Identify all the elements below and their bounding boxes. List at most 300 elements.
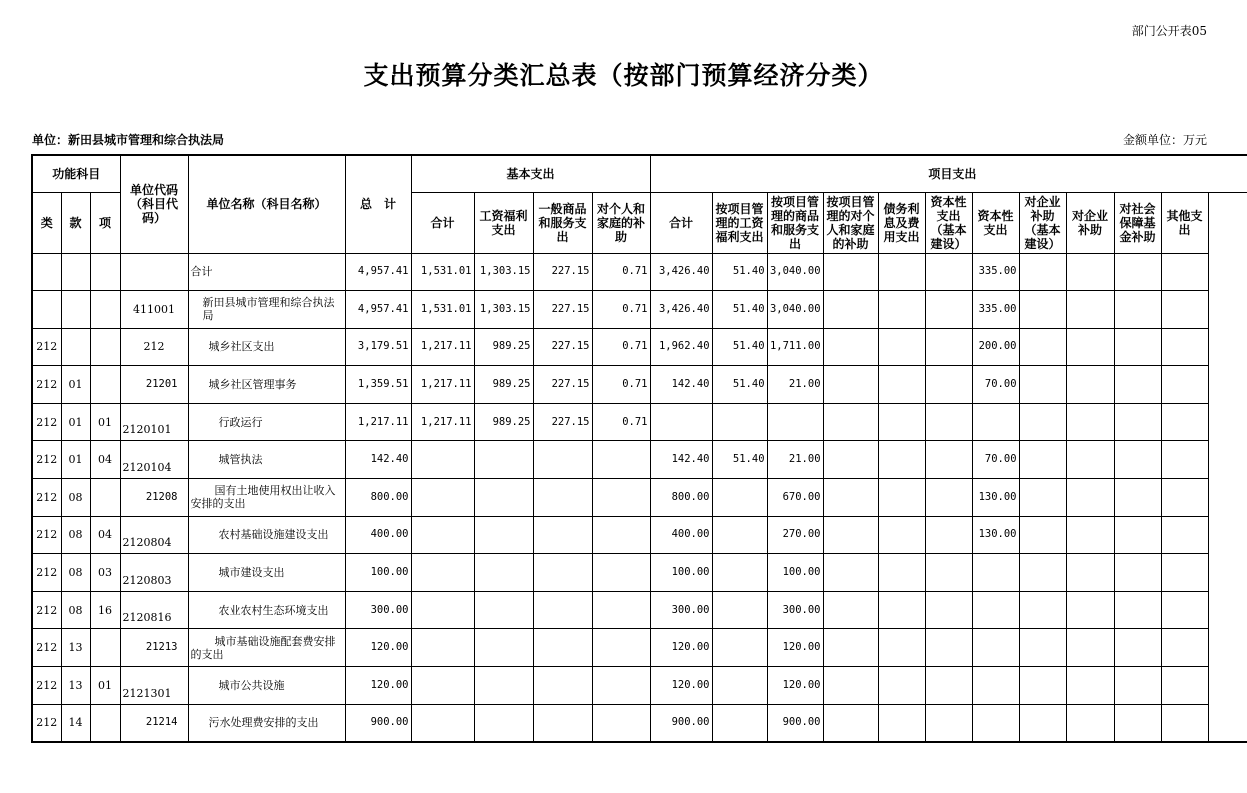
cell-p-social	[1114, 479, 1161, 517]
cell-b-goods: 227.15	[533, 328, 592, 366]
table-row	[32, 253, 1247, 291]
cell-p-total: 3,426.40	[650, 291, 712, 329]
header-proj-goods: 按项目管理的商品和服务支出	[767, 192, 823, 253]
cell-p-salary	[712, 403, 767, 441]
header-proj-salary: 按项目管理的工资福利支出	[712, 192, 767, 253]
cell-b-salary	[474, 441, 533, 479]
cell-xiang: 16	[90, 591, 120, 629]
cell-kuan: 14	[61, 704, 90, 742]
cell-p-goods: 3,040.00	[767, 253, 823, 291]
cell-p-other	[1161, 479, 1208, 517]
cell-b-total	[411, 441, 474, 479]
cell-p-other	[1161, 328, 1208, 366]
header-total: 总 计	[345, 155, 411, 253]
cell-p-debt	[878, 441, 925, 479]
cell-xiang	[90, 291, 120, 329]
cell-code: 2120803	[120, 554, 188, 592]
cell-p-other	[1161, 291, 1208, 329]
cell-p-ent-basic	[1019, 291, 1066, 329]
cell-p-debt	[878, 366, 925, 404]
table-row	[32, 591, 1247, 629]
cell-total: 1,217.11	[345, 403, 411, 441]
cell-b-total	[411, 704, 474, 742]
cell-kuan: 01	[61, 403, 90, 441]
cell-p-capital	[972, 554, 1019, 592]
cell-p-goods: 120.00	[767, 629, 823, 667]
cell-b-salary	[474, 479, 533, 517]
cell-b-goods: 227.15	[533, 253, 592, 291]
header-basic-total: 合计	[411, 192, 474, 253]
cell-total: 900.00	[345, 704, 411, 742]
cell-p-capital-basic	[925, 704, 972, 742]
cell-p-capital: 70.00	[972, 441, 1019, 479]
cell-b-personal	[592, 667, 650, 705]
cell-lei: 212	[32, 591, 61, 629]
cell-p-goods: 21.00	[767, 441, 823, 479]
cell-p-social	[1114, 291, 1161, 329]
cell-p-capital-basic	[925, 591, 972, 629]
cell-p-salary	[712, 591, 767, 629]
cell-p-personal	[823, 291, 878, 329]
cell-code: 21213	[120, 629, 188, 667]
cell-p-total: 100.00	[650, 554, 712, 592]
cell-p-personal	[823, 554, 878, 592]
cell-p-personal	[823, 591, 878, 629]
cell-p-total: 800.00	[650, 479, 712, 517]
cell-kuan: 01	[61, 366, 90, 404]
header-unit-code: 单位代码（科目代码）	[120, 155, 188, 253]
cell-name: 城管执法	[188, 441, 345, 479]
cell-p-goods: 300.00	[767, 591, 823, 629]
cell-b-total	[411, 629, 474, 667]
cell-lei: 212	[32, 328, 61, 366]
cell-b-personal	[592, 554, 650, 592]
table-row	[32, 403, 1247, 441]
table-row	[32, 667, 1247, 705]
header-xiang: 项	[90, 192, 120, 253]
cell-b-salary: 989.25	[474, 403, 533, 441]
cell-b-total: 1,217.11	[411, 328, 474, 366]
cell-p-ent	[1066, 479, 1114, 517]
cell-xiang	[90, 479, 120, 517]
cell-name: 污水处理费安排的支出	[188, 704, 345, 742]
cell-b-goods	[533, 479, 592, 517]
cell-lei: 212	[32, 479, 61, 517]
cell-code: 2120816	[120, 591, 188, 629]
header-proj-total: 合计	[650, 192, 712, 253]
cell-p-ent-basic	[1019, 704, 1066, 742]
cell-p-ent	[1066, 554, 1114, 592]
cell-b-salary	[474, 591, 533, 629]
cell-p-ent	[1066, 403, 1114, 441]
cell-lei: 212	[32, 554, 61, 592]
cell-p-capital: 335.00	[972, 291, 1019, 329]
cell-b-salary	[474, 516, 533, 554]
header-proj-social: 对社会保障基金补助	[1114, 192, 1161, 253]
cell-p-goods: 270.00	[767, 516, 823, 554]
cell-p-goods	[767, 403, 823, 441]
cell-p-total: 400.00	[650, 516, 712, 554]
cell-p-ent	[1066, 441, 1114, 479]
cell-b-goods: 227.15	[533, 366, 592, 404]
cell-b-total: 1,531.01	[411, 253, 474, 291]
cell-kuan: 08	[61, 479, 90, 517]
cell-p-ent-basic	[1019, 366, 1066, 404]
budget-table	[31, 154, 1247, 743]
cell-code: 21214	[120, 704, 188, 742]
cell-p-capital: 130.00	[972, 516, 1019, 554]
cell-p-social	[1114, 667, 1161, 705]
cell-b-salary: 989.25	[474, 328, 533, 366]
cell-lei: 212	[32, 366, 61, 404]
cell-b-salary	[474, 629, 533, 667]
cell-lei: 212	[32, 403, 61, 441]
cell-code: 212	[120, 328, 188, 366]
cell-p-capital-basic	[925, 366, 972, 404]
cell-b-personal	[592, 704, 650, 742]
cell-p-other	[1161, 554, 1208, 592]
table-row	[32, 479, 1247, 517]
cell-p-other	[1161, 516, 1208, 554]
table-row	[32, 441, 1247, 479]
cell-p-other	[1161, 591, 1208, 629]
cell-total: 100.00	[345, 554, 411, 592]
cell-xiang: 04	[90, 516, 120, 554]
cell-p-ent-basic	[1019, 629, 1066, 667]
cell-b-salary	[474, 704, 533, 742]
cell-p-goods: 21.00	[767, 366, 823, 404]
header-proj-other: 其他支出	[1161, 192, 1208, 253]
cell-b-salary: 1,303.15	[474, 253, 533, 291]
cell-p-ent-basic	[1019, 554, 1066, 592]
header-proj-personal: 按项目管理的对个人和家庭的补助	[823, 192, 878, 253]
cell-p-other	[1161, 403, 1208, 441]
cell-p-personal	[823, 403, 878, 441]
cell-xiang: 01	[90, 667, 120, 705]
cell-p-ent	[1066, 629, 1114, 667]
cell-b-personal: 0.71	[592, 291, 650, 329]
cell-p-total	[650, 403, 712, 441]
cell-kuan: 08	[61, 591, 90, 629]
cell-b-goods	[533, 629, 592, 667]
cell-code	[120, 253, 188, 291]
cell-b-goods: 227.15	[533, 403, 592, 441]
cell-b-personal: 0.71	[592, 366, 650, 404]
cell-total: 142.40	[345, 441, 411, 479]
cell-b-total: 1,217.11	[411, 366, 474, 404]
cell-xiang	[90, 253, 120, 291]
cell-p-ent-basic	[1019, 591, 1066, 629]
cell-p-other	[1161, 667, 1208, 705]
cell-lei	[32, 291, 61, 329]
cell-p-debt	[878, 554, 925, 592]
cell-p-total: 142.40	[650, 441, 712, 479]
cell-p-capital-basic	[925, 441, 972, 479]
cell-code: 2121301	[120, 667, 188, 705]
cell-p-capital	[972, 667, 1019, 705]
cell-p-ent-basic	[1019, 516, 1066, 554]
cell-b-personal: 0.71	[592, 328, 650, 366]
cell-p-goods: 900.00	[767, 704, 823, 742]
cell-p-total: 300.00	[650, 591, 712, 629]
cell-b-total	[411, 591, 474, 629]
cell-xiang: 01	[90, 403, 120, 441]
cell-p-debt	[878, 704, 925, 742]
header-basic-personal: 对个人和家庭的补助	[592, 192, 650, 253]
header-proj-ent-basic: 对企业补助（基本建设）	[1019, 192, 1066, 253]
cell-b-personal	[592, 629, 650, 667]
cell-p-ent-basic	[1019, 667, 1066, 705]
cell-p-social	[1114, 366, 1161, 404]
cell-total: 4,957.41	[345, 291, 411, 329]
cell-b-salary: 1,303.15	[474, 291, 533, 329]
cell-total: 3,179.51	[345, 328, 411, 366]
cell-lei: 212	[32, 667, 61, 705]
cell-p-capital: 200.00	[972, 328, 1019, 366]
cell-b-goods	[533, 591, 592, 629]
unit-label: 单位：新田县城市管理和综合执法局	[32, 133, 225, 147]
cell-p-capital-basic	[925, 403, 972, 441]
header-func-subject: 功能科目	[32, 155, 120, 192]
cell-p-total: 900.00	[650, 704, 712, 742]
cell-p-ent-basic	[1019, 328, 1066, 366]
cell-p-social	[1114, 516, 1161, 554]
cell-kuan: 08	[61, 554, 90, 592]
cell-p-personal	[823, 328, 878, 366]
cell-b-total	[411, 554, 474, 592]
cell-code: 2120104	[120, 441, 188, 479]
cell-p-goods: 670.00	[767, 479, 823, 517]
cell-p-total: 3,426.40	[650, 253, 712, 291]
cell-p-total: 120.00	[650, 667, 712, 705]
cell-p-personal	[823, 704, 878, 742]
header-proj-ent: 对企业补助	[1066, 192, 1114, 253]
cell-p-other	[1161, 704, 1208, 742]
cell-p-capital: 70.00	[972, 366, 1019, 404]
cell-p-salary	[712, 629, 767, 667]
cell-p-salary	[712, 704, 767, 742]
cell-p-capital-basic	[925, 516, 972, 554]
cell-p-capital-basic	[925, 667, 972, 705]
cell-p-personal	[823, 629, 878, 667]
table-row	[32, 554, 1247, 592]
cell-name: 城市建设支出	[188, 554, 345, 592]
cell-p-debt	[878, 403, 925, 441]
cell-p-ent-basic	[1019, 253, 1066, 291]
cell-p-goods: 120.00	[767, 667, 823, 705]
cell-name: 国有土地使用权出让收入安排的支出	[188, 479, 345, 517]
cell-p-personal	[823, 479, 878, 517]
table-row	[32, 291, 1247, 329]
cell-p-salary: 51.40	[712, 366, 767, 404]
cell-code: 411001	[120, 291, 188, 329]
cell-kuan: 13	[61, 629, 90, 667]
cell-xiang	[90, 366, 120, 404]
cell-xiang	[90, 328, 120, 366]
cell-b-personal	[592, 441, 650, 479]
cell-name: 合计	[188, 253, 345, 291]
cell-p-capital	[972, 704, 1019, 742]
cell-p-ent	[1066, 328, 1114, 366]
cell-p-debt	[878, 591, 925, 629]
cell-b-total	[411, 667, 474, 705]
table-row	[32, 516, 1247, 554]
cell-name: 新田县城市管理和综合执法局	[188, 291, 345, 329]
cell-b-salary	[474, 554, 533, 592]
cell-p-capital: 335.00	[972, 253, 1019, 291]
cell-p-other	[1161, 366, 1208, 404]
cell-p-social	[1114, 441, 1161, 479]
cell-kuan: 01	[61, 441, 90, 479]
cell-b-total: 1,531.01	[411, 291, 474, 329]
cell-p-salary	[712, 667, 767, 705]
cell-p-debt	[878, 253, 925, 291]
table-row	[32, 704, 1247, 742]
cell-p-ent	[1066, 291, 1114, 329]
cell-p-capital-basic	[925, 253, 972, 291]
cell-p-ent-basic	[1019, 403, 1066, 441]
cell-kuan	[61, 328, 90, 366]
cell-p-capital-basic	[925, 479, 972, 517]
header-kuan: 款	[61, 192, 90, 253]
cell-code: 21208	[120, 479, 188, 517]
cell-p-salary: 51.40	[712, 328, 767, 366]
cell-lei: 212	[32, 516, 61, 554]
cell-p-capital-basic	[925, 328, 972, 366]
cell-name: 农业农村生态环境支出	[188, 591, 345, 629]
header-basic-goods: 一般商品和服务支出	[533, 192, 592, 253]
header-lei: 类	[32, 192, 61, 253]
cell-p-total: 1,962.40	[650, 328, 712, 366]
cell-b-personal: 0.71	[592, 403, 650, 441]
cell-p-total: 142.40	[650, 366, 712, 404]
table-row	[32, 328, 1247, 366]
cell-code: 2120101	[120, 403, 188, 441]
cell-kuan	[61, 253, 90, 291]
cell-p-social	[1114, 328, 1161, 366]
cell-p-debt	[878, 667, 925, 705]
cell-b-personal	[592, 479, 650, 517]
cell-p-social	[1114, 253, 1161, 291]
cell-p-social	[1114, 591, 1161, 629]
cell-b-personal	[592, 516, 650, 554]
header-basic-salary: 工资福利支出	[474, 192, 533, 253]
cell-p-capital-basic	[925, 291, 972, 329]
cell-total: 120.00	[345, 629, 411, 667]
cell-p-personal	[823, 667, 878, 705]
cell-b-total: 1,217.11	[411, 403, 474, 441]
cell-p-capital	[972, 591, 1019, 629]
cell-xiang	[90, 629, 120, 667]
cell-name: 行政运行	[188, 403, 345, 441]
cell-p-salary: 51.40	[712, 253, 767, 291]
cell-b-goods: 227.15	[533, 291, 592, 329]
cell-p-social	[1114, 554, 1161, 592]
cell-name: 城市公共设施	[188, 667, 345, 705]
cell-kuan: 13	[61, 667, 90, 705]
header-proj-capital-basic: 资本性支出（基本建设）	[925, 192, 972, 253]
cell-total: 120.00	[345, 667, 411, 705]
cell-p-capital: 130.00	[972, 479, 1019, 517]
cell-p-capital	[972, 403, 1019, 441]
cell-p-ent	[1066, 516, 1114, 554]
cell-xiang: 04	[90, 441, 120, 479]
cell-total: 4,957.41	[345, 253, 411, 291]
page-title: 支出预算分类汇总表（按部门预算经济分类）	[363, 61, 884, 90]
cell-xiang: 03	[90, 554, 120, 592]
cell-name: 城市基础设施配套费安排的支出	[188, 629, 345, 667]
cell-p-debt	[878, 328, 925, 366]
cell-kuan: 08	[61, 516, 90, 554]
table-row	[32, 629, 1247, 667]
cell-p-social	[1114, 704, 1161, 742]
cell-b-goods	[533, 704, 592, 742]
cell-p-salary	[712, 554, 767, 592]
header-proj-debt: 债务利息及费用支出	[878, 192, 925, 253]
cell-p-ent-basic	[1019, 479, 1066, 517]
cell-p-personal	[823, 516, 878, 554]
header-unit-name: 单位名称（科目名称）	[188, 155, 345, 253]
cell-b-personal	[592, 591, 650, 629]
cell-total: 1,359.51	[345, 366, 411, 404]
cell-code: 2120804	[120, 516, 188, 554]
cell-total: 300.00	[345, 591, 411, 629]
cell-p-salary: 51.40	[712, 441, 767, 479]
cell-p-salary	[712, 479, 767, 517]
cell-p-ent	[1066, 704, 1114, 742]
cell-p-capital-basic	[925, 629, 972, 667]
cell-p-ent	[1066, 366, 1114, 404]
cell-p-other	[1161, 441, 1208, 479]
cell-name: 农村基础设施建设支出	[188, 516, 345, 554]
cell-p-goods: 1,711.00	[767, 328, 823, 366]
cell-b-goods	[533, 667, 592, 705]
cell-b-total	[411, 516, 474, 554]
cell-lei	[32, 253, 61, 291]
cell-p-other	[1161, 629, 1208, 667]
cell-b-personal: 0.71	[592, 253, 650, 291]
header-project: 项目支出	[650, 155, 1247, 192]
cell-p-personal	[823, 253, 878, 291]
cell-p-goods: 100.00	[767, 554, 823, 592]
cell-xiang	[90, 704, 120, 742]
cell-p-social	[1114, 403, 1161, 441]
cell-p-goods: 3,040.00	[767, 291, 823, 329]
cell-p-ent	[1066, 667, 1114, 705]
cell-b-salary	[474, 667, 533, 705]
cell-p-total: 120.00	[650, 629, 712, 667]
header-proj-capital: 资本性支出	[972, 192, 1019, 253]
cell-b-goods	[533, 554, 592, 592]
cell-b-salary: 989.25	[474, 366, 533, 404]
cell-total: 800.00	[345, 479, 411, 517]
cell-b-goods	[533, 441, 592, 479]
cell-p-capital-basic	[925, 554, 972, 592]
cell-p-personal	[823, 441, 878, 479]
cell-lei: 212	[32, 704, 61, 742]
cell-p-ent	[1066, 591, 1114, 629]
cell-p-ent	[1066, 253, 1114, 291]
cell-p-social	[1114, 629, 1161, 667]
cell-kuan	[61, 291, 90, 329]
cell-name: 城乡社区管理事务	[188, 366, 345, 404]
cell-code: 21201	[120, 366, 188, 404]
cell-p-debt	[878, 479, 925, 517]
cell-p-salary	[712, 516, 767, 554]
cell-p-debt	[878, 291, 925, 329]
cell-p-salary: 51.40	[712, 291, 767, 329]
cell-b-total	[411, 479, 474, 517]
